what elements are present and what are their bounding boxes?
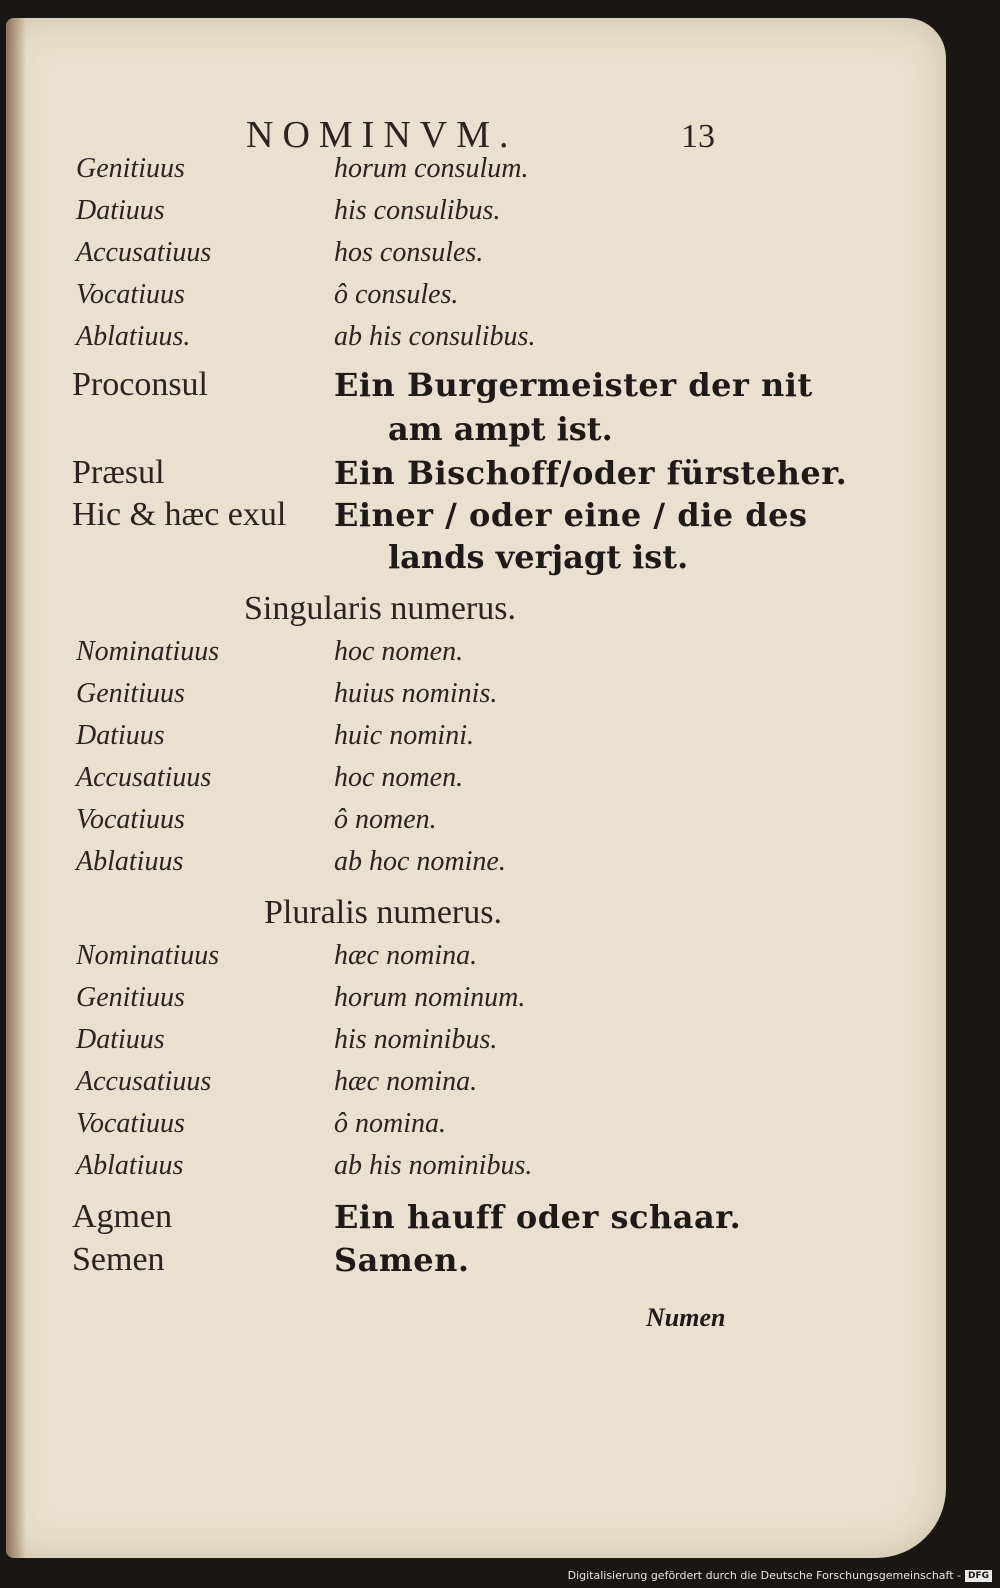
case-label: Nominatiuus: [76, 636, 220, 667]
case-form: ô nomen.: [334, 804, 437, 835]
declension-row: [6, 940, 946, 984]
section-heading-plural: Pluralis numerus.: [264, 894, 502, 931]
declension-row: [6, 195, 946, 239]
declension-row: [6, 1066, 946, 1110]
dfg-logo-icon: DFG: [965, 1570, 992, 1582]
german-gloss: Einer / oder eine / die des: [334, 496, 808, 534]
latin-lemma: Proconsul: [72, 366, 208, 403]
declension-row: [6, 982, 946, 1026]
case-label: Ablatiuus: [76, 1150, 184, 1181]
german-gloss: Ein Burgermeister der nit: [334, 366, 813, 404]
case-form: hæc nomina.: [334, 1066, 478, 1097]
german-gloss-continuation: lands verjagt ist.: [388, 538, 689, 576]
case-label: Accusatiuus: [76, 237, 212, 268]
case-form: hæc nomina.: [334, 940, 478, 971]
case-label: Ablatiuus.: [76, 321, 191, 352]
section-heading-singular: Singularis numerus.: [244, 590, 516, 627]
declension-row: [6, 762, 946, 806]
case-label: Accusatiuus: [76, 762, 212, 793]
case-label: Vocatiuus: [76, 804, 185, 835]
declension-row: [6, 678, 946, 722]
case-label: Genitiuus: [76, 678, 185, 709]
case-label: Genitiuus: [76, 153, 185, 184]
case-form: hos consules.: [334, 237, 484, 268]
declension-row: [6, 279, 946, 323]
german-gloss: Ein Bischoff/oder fürsteher.: [334, 454, 848, 492]
case-form: huius nominis.: [334, 678, 498, 709]
case-label: Datiuus: [76, 1024, 165, 1055]
case-form: ab his nominibus.: [334, 1150, 533, 1181]
book-page: [6, 18, 946, 1558]
german-gloss: Ein hauff oder schaar.: [334, 1198, 742, 1236]
case-form: ô consules.: [334, 279, 459, 310]
case-label: Vocatiuus: [76, 279, 185, 310]
case-label: Genitiuus: [76, 982, 185, 1013]
case-form: ab his consulibus.: [334, 321, 536, 352]
declension-row: [6, 636, 946, 680]
case-form: hoc nomen.: [334, 762, 464, 793]
case-label: Datiuus: [76, 720, 165, 751]
vocab-entry: [6, 454, 946, 498]
digitization-footer: [568, 1569, 992, 1582]
latin-lemma: Agmen: [72, 1198, 173, 1235]
catchword: Numen: [646, 1303, 726, 1332]
case-label: Accusatiuus: [76, 1066, 212, 1097]
declension-row: [6, 1108, 946, 1152]
case-form: huic nomini.: [334, 720, 474, 751]
vocab-entry: [6, 1241, 946, 1285]
case-form: his consulibus.: [334, 195, 501, 226]
vocab-entry: [6, 366, 946, 410]
vocab-entry: [6, 496, 946, 540]
case-form: his nominibus.: [334, 1024, 498, 1055]
case-label: Ablatiuus: [76, 846, 184, 877]
vocab-entry-continuation: [6, 538, 946, 582]
case-label: Datiuus: [76, 195, 165, 226]
case-form: horum nominum.: [334, 982, 526, 1013]
footer-text: Digitalisierung gefördert durch die Deutsche Forschungsgemeinschaft -: [567, 1569, 961, 1582]
latin-lemma: Semen: [72, 1241, 165, 1278]
case-form: horum consulum.: [334, 153, 529, 184]
latin-lemma: Præsul: [72, 454, 165, 491]
vocab-entry-continuation: [6, 410, 946, 454]
vocab-entry: [6, 1198, 946, 1242]
case-form: ab hoc nomine.: [334, 846, 506, 877]
running-header: NOMINVM.: [246, 114, 518, 156]
declension-row: [6, 720, 946, 764]
case-label: Nominatiuus: [76, 940, 220, 971]
declension-row: [6, 846, 946, 890]
declension-row: [6, 153, 946, 197]
declension-row: [6, 321, 946, 365]
declension-row: [6, 804, 946, 848]
case-form: hoc nomen.: [334, 636, 464, 667]
german-gloss: Samen.: [334, 1241, 470, 1279]
page-number: 13: [681, 118, 715, 155]
case-form: ô nomina.: [334, 1108, 446, 1139]
declension-row: [6, 237, 946, 281]
german-gloss-continuation: am ampt ist.: [388, 410, 613, 448]
case-label: Vocatiuus: [76, 1108, 185, 1139]
declension-row: [6, 1024, 946, 1068]
latin-lemma: Hic & hæc exul: [72, 496, 287, 533]
declension-row: [6, 1150, 946, 1194]
